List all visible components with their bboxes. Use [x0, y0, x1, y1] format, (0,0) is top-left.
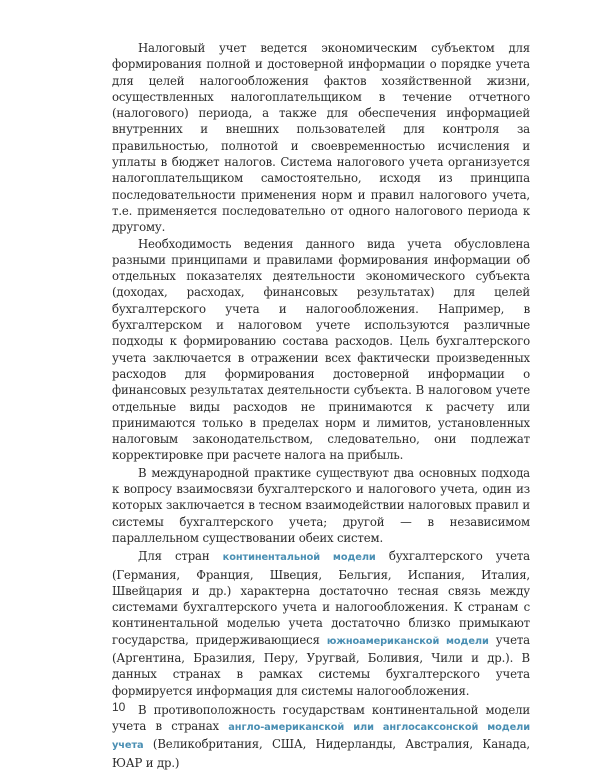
paragraph-4-text-a: Для стран — [138, 549, 223, 564]
paragraph-4-text-c: учета (Аргентина, Бразилия, Перу, Уругвай, Боливия, Чили и др.). В данных странах в рамках системы бухгалтерского учета формируется информация для системы налогообложения. — [112, 632, 530, 698]
page-body — [112, 40, 530, 771]
paragraph-5-text-b: (Великобритания, США, Нидерланды, Австралия, Канада, ЮАР и др.) — [112, 737, 530, 770]
term-south-american-model: южноамериканской модели — [326, 635, 489, 647]
paragraph-tax-accounting-definition — [112, 40, 530, 236]
term-continental-model: континентальной модели — [222, 552, 376, 564]
paragraph-2-text: Необходимость ведения данного вида учета обусловлена разными принципами и правилами формирования информации об отдельных показателях деятельности экономического субъекта (доходах, расходах, финансовых результатах) для целей бухгалтерского учета и налогообложения. Например, в бухгалтерском и налоговом учете используются различные подходы к формированию состава расходов. Цель бухгалтерского учета заключается в отражении всех фактически произведенных расходов для формирования достоверной информации о финансовых результатах деятельности субъекта. В налоговом учете отдельные виды расходов не принимаются к расчету или принимаются только в пределах норм и лимитов, установленных налоговым законодательством, следовательно, они подлежат корректировке при расчете налога на прибыль. — [112, 236, 530, 463]
term-anglo-american-model: англо-американской или англосаксонской модели учета — [112, 722, 530, 752]
paragraph-necessity-of-tax-accounting — [112, 236, 530, 464]
paragraph-4-text-b: бухгалтерского учета (Германия, Франция, Швеция, Бельгия, Испания, Италия, Швейцария и др.) характерна достаточно тесная связь между системами бухгалтерского учета и налогообложения. К странам с континентальной моделью учета достаточно близко примыкают государства, придерживающиеся — [112, 549, 530, 647]
paragraph-1-text: Налоговый учет ведется экономическим субъектом для формирования полной и достоверной информации о порядке учета для целей налогообложения фактов хозяйственной жизни, осуществленных налогоплательщиком в течение отчетного (налогового) периода, а также для обеспечения информацией внутренних и внешних пользователей для контроля за правильностью, полнотой и своевременностью исчисления и уплаты в бюджет налогов. Система налогового учета организуется налогоплательщиком самостоятельно, исходя из принципа последовательности применения норм и правил налогового учета, т.е. применяется последовательно от одного налогового периода к другому. — [112, 41, 530, 235]
paragraph-international-practice — [112, 465, 530, 546]
paragraph-anglo-american-model — [112, 702, 530, 771]
paragraph-continental-model — [112, 548, 530, 699]
paragraph-3-text: В международной практике существуют два основных подхода к вопросу взаимосвязи бухгалтерского и налогового учета, один из которых заключается в тесном взаимодействии налоговых правил и системы бухгалтерского учета; другой — в независимом параллельном существовании обеих систем. — [112, 465, 530, 545]
paragraph-5-text-a: В противоположность государствам континентальной модели учета в странах — [112, 702, 530, 734]
page-number: 10 — [112, 700, 126, 714]
